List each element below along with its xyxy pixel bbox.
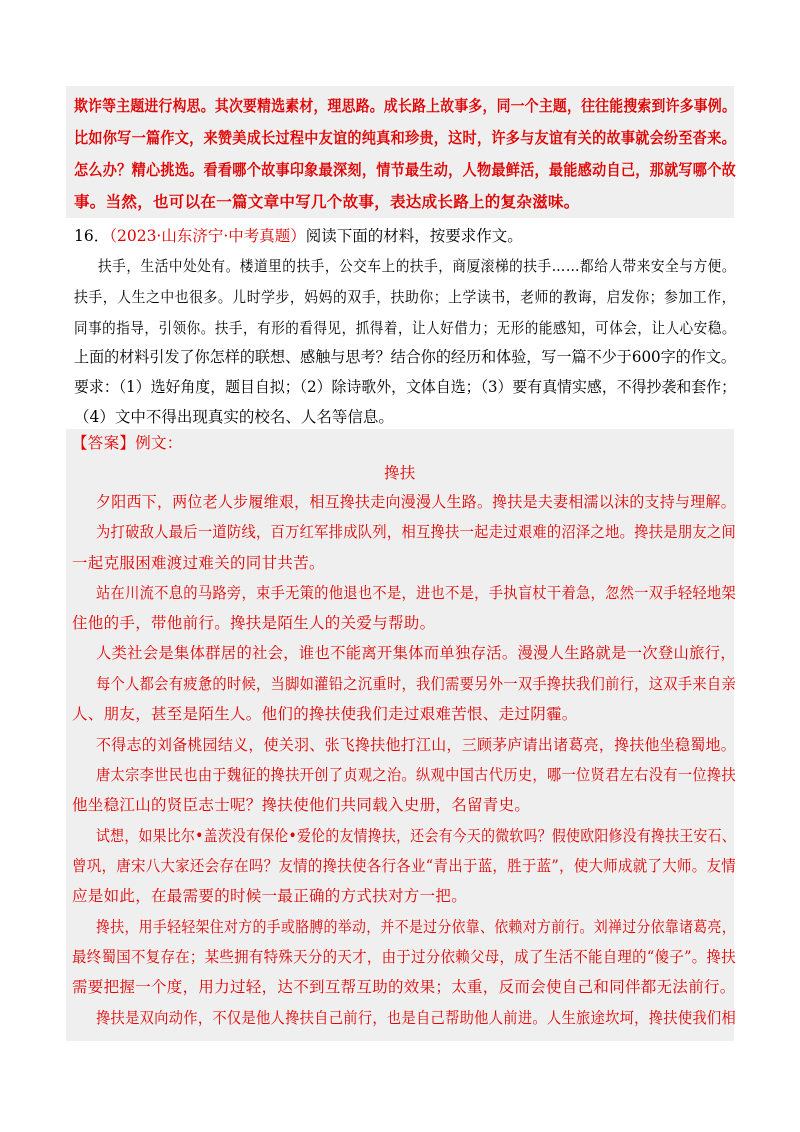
requirements-line: 要求：（1）选好角度，题目自拟；（2）除诗歌外，文体自选；（3）要有真情实感，不得抄袭和套作； [74,378,736,396]
essay-line: 应是如此，在最需要的时候一最正确的方式扶对方一把。 [72,887,468,905]
material-line: 扶手，人生之中也很多。儿时学步，妈妈的双手，扶助你；上学读书，老师的教诲，启发你；参加工作， [74,288,736,306]
essay-line: 为打破敌人最后一道防线，百万红军排成队列，相互搀扶一起走过艰难的沼泽之地。搀扶是朋友之间 [96,523,737,541]
answer-label-line [72,433,183,453]
essay-line: 不得志的刘备桃园结义，使关羽、张飞搀扶他打江山，三顾茅庐请出诸葛亮，搀扶他坐稳蜀地。 [96,736,736,754]
essay-line: 唐太宗李世民也由于魏征的搀扶开创了贞观之治。纵观中国古代历史，哪一位贤君左右没有一位搀扶 [96,766,737,784]
previous-answer-line: 比如你写一篇作文，来赞美成长过程中友谊的纯真和珍贵，这时，许多与友谊有关的故事就会纷至沓来。 [74,128,736,147]
material-line: 同事的指导，引领你。扶手，有形的看得见，抓得着，让人好借力；无形的能感知，可体会，让人心安稳。 [74,319,737,337]
essay-line: 站在川流不息的马路旁，束手无策的他退也不是，进也不是，手执盲杖干着急，忽然一双手轻轻地架 [96,584,737,602]
answer-block [66,429,737,1041]
requirements-line: （4）文中不得出现真实的校名、人名等信息。 [74,408,394,426]
previous-answer-line: 事。当然，也可以在一篇文章中写几个故事，表达成长路上的复杂滋味。 [74,192,580,211]
previous-answer-block [66,86,737,218]
essay-line: 试想，如果比尔•盖茨没有保伦•爱伦的友情搀扶，还会有今天的微软吗？假使欧阳修没有搀扶王安石、 [96,827,736,845]
essay-line: 一起克服困难渡过难关的同甘共苦。 [72,554,325,572]
question-instruction: 阅读下面的材料，按要求作文。 [305,227,523,245]
answer-label-suffix: 例文： [135,434,183,452]
previous-answer-line: 怎么办？精心挑选。看看哪个故事印象最深刻，情节最生动，人物最鲜活，最能感动自己，那就写哪个故 [74,160,736,179]
essay-line: 人类社会是集体群居的社会，谁也不能离开集体而单独存活。漫漫人生路就是一次登山旅行， [96,644,736,662]
question-source: （2023·山东济宁·中考真题） [109,227,306,245]
question-header [74,226,523,246]
question-number: 16． [74,227,110,245]
essay-line: 搀扶是双向动作，不仅是他人搀扶自己前行，也是自己帮助他人前进。人生旅途坎坷，搀扶使我们相 [96,1009,737,1027]
material-line: 扶手，生活中处处有。楼道里的扶手，公交车上的扶手，商厦滚梯的扶手……都给人带来安全与方便。 [98,257,736,275]
essay-title: 搀扶 [384,464,416,482]
essay-line: 夕阳西下，两位老人步履维艰，相互搀扶走向漫漫人生路。搀扶是夫妻相濡以沫的支持与理解。 [96,493,736,511]
essay-line: 人、朋友，甚至是陌生人。他们的搀扶使我们走过艰难苦恨、走过阴霾。 [72,705,578,723]
question-prompt: 上面的材料引发了你怎样的联想、感触与思考？结合你的经历和体验，写一篇不少于600字的作文。 [74,348,737,366]
previous-answer-line: 欺诈等主题进行构思。其次要精选素材，理思路。成长路上故事多，同一个主题，往往能搜索到许多事例。 [74,96,737,115]
essay-line: 最终蜀国不复存在；某些拥有特殊天分的天才，由于过分依赖父母，成了生活不能自理的“傻子”。搀扶 [72,948,736,966]
essay-line: 住他的手，带他前行。搀扶是陌生人的关爱与帮助。 [72,614,436,632]
essay-line: 需要把握一个度，用力过轻，达不到互帮互助的效果；太重，反而会使自己和同伴都无法前行。 [72,978,736,996]
essay-line: 每个人都会有疲惫的时候，当脚如灌铅之沉重时，我们需要另外一双手搀扶我们前行，这双手来自亲 [96,675,737,693]
essay-line: 他坐稳江山的贤臣志士呢？搀扶使他们共同载入史册，名留青史。 [72,796,531,814]
essay-line: 曾巩，唐宋八大家还会存在吗？友情的搀扶使各行各业“青出于蓝，胜于蓝”，使大师成就了大师。友情 [72,857,736,875]
essay-line: 搀扶，用手轻轻架住对方的手或胳膊的举动，并不是过分依靠、依赖对方前行。刘禅过分依靠诸葛亮， [96,918,736,936]
answer-label: 【答案】 [72,434,136,452]
